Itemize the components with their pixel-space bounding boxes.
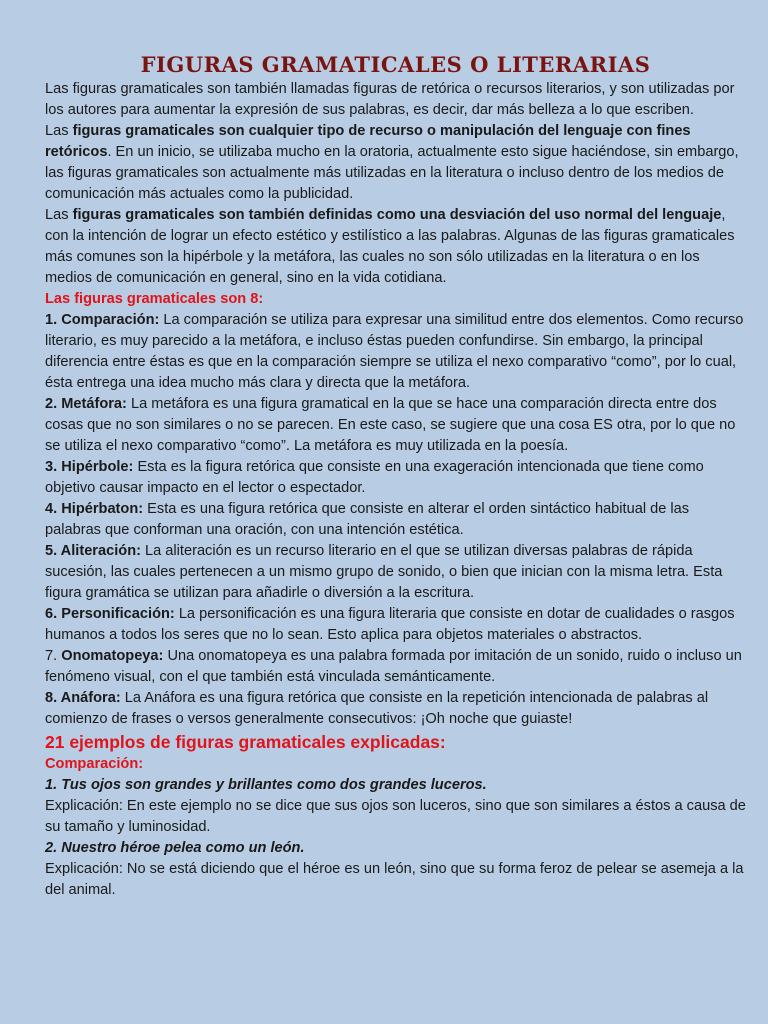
intro-bold: figuras gramaticales son también definidas como una desviación del uso normal del lenguaje: [72, 207, 722, 223]
figure-term: 6. Personificación:: [45, 606, 175, 622]
example-section-heading: Comparación:: [45, 756, 144, 772]
example-sentence: [45, 775, 746, 796]
figure-term: Onomatopeya:: [61, 648, 164, 664]
figure-item-hiperbole: [45, 457, 746, 499]
intro-text: , con la intención de lograr un efecto estético y estilístico a las palabras. Algunas de las figuras gramaticales más comunes son la hipérbole y la metáfora, las cuales no son sólo utilizadas en la literatura o en los medios de comunicación en general, sino en la vida cotidiana.: [45, 207, 735, 286]
figure-text: Una onomatopeya es una palabra formada por imitación de un sonido, ruido o incluso un fenómeno visual, con el que también está vinculada semánticamente.: [45, 648, 742, 685]
example-sentence-text: 2. Nuestro héroe pelea como un león.: [45, 840, 305, 856]
figure-term: 2. Metáfora:: [45, 396, 127, 412]
example-explanation: Explicación: No se está diciendo que el héroe es un león, sino que su forma feroz de pelear se asemeja a la del animal.: [45, 861, 744, 898]
intro-bold: figuras gramaticales son cualquier tipo de recurso o manipulación del lenguaje con fines retóricos: [45, 123, 691, 160]
figure-text: La metáfora es una figura gramatical en la que se hace una comparación directa entre dos cosas que no son similares o no se parecen. En este caso, se sugiere que una cosa ES otra, por lo que no se utiliza el nexo comparativo “como”. La metáfora es muy utilizada en la poesía.: [45, 396, 736, 454]
figure-term: 8. Anáfora:: [45, 690, 121, 706]
figure-text: La Anáfora es una figura retórica que consiste en la repetición intencionada de palabras al comienzo de frases o versos generalmente consecutivos: ¡Oh noche que guiaste!: [45, 690, 709, 727]
figure-item-onomatopeya: [45, 646, 746, 688]
figure-text: La aliteración es un recurso literario en el que se utilizan diversas palabras de rápida sucesión, las cuales pertenecen a un mismo grupo de sonido, o bien que inician con la misma letra. Esta figura gramática se utilizan para añadirle o diversión a la escritura.: [45, 543, 723, 601]
figure-item-metafora: [45, 394, 746, 457]
figure-term: 3. Hipérbole:: [45, 459, 134, 475]
figure-text: Esta es la figura retórica que consiste en una exageración intencionada que tiene como objetivo causar impacto en el lector o espectador.: [45, 459, 704, 496]
intro-pre: Las: [45, 207, 73, 223]
example-sentence-text: 1. Tus ojos son grandes y brillantes como dos grandes luceros.: [45, 777, 487, 793]
intro-paragraph-2: [45, 121, 746, 205]
figure-term: 4. Hipérbaton:: [45, 501, 144, 517]
figure-item-aliteracion: [45, 541, 746, 604]
figure-text: La comparación se utiliza para expresar una similitud entre dos elementos. Como recurso literario, es muy parecido a la metáfora, e incluso éstas pueden confundirse. Sin embargo, la principal diferencia entre éstas es que en la comparación siempre se utiliza el nexo comparativo “como”, por lo cual, ésta entrega una idea mucho más clara y directa que la metáfora.: [45, 312, 744, 391]
figure-item-comparacion: [45, 310, 746, 394]
figure-text: La personificación es una figura literaria que consiste en dotar de cualidades o rasgos humanos a todos los seres que no lo sean. Esto aplica para objetos materiales o abstractos.: [45, 606, 735, 643]
example-explanation: Explicación: En este ejemplo no se dice que sus ojos son luceros, sino que son similares a éstos a causa de su tamaño y luminosidad.: [45, 798, 746, 835]
figure-term: 1. Comparación:: [45, 312, 160, 328]
page-title: FIGURAS GRAMATICALES O LITERARIAS: [140, 52, 651, 77]
intro-pre: Las: [45, 123, 73, 139]
figure-term: 5. Aliteración:: [45, 543, 141, 559]
figure-item-anafora: [45, 688, 746, 730]
figure-pre: 7.: [45, 648, 62, 664]
figure-text: Esta es una figura retórica que consiste en alterar el orden sintáctico habitual de las palabras que conforman una oración, con una intención estética.: [45, 501, 690, 538]
examples-heading: 21 ejemplos de figuras gramaticales explicadas:: [45, 732, 446, 752]
example-sentence: [45, 838, 746, 859]
intro-text: . En un inicio, se utilizaba mucho en la oratoria, actualmente esto sigue haciéndose, sin embargo, las figuras gramaticales son actualmente más utilizadas en la literatura o incluso dentro de los medios de comunicación más actuales como la publicidad.: [45, 144, 739, 202]
intro-paragraph-1: [45, 79, 746, 121]
intro-paragraph-3: [45, 205, 746, 289]
intro-text: Las figuras gramaticales son también llamadas figuras de retórica o recursos literarios, y son utilizadas por los autores para aumentar la expresión de sus palabras, es decir, dar más belleza a lo que escriben.: [45, 81, 735, 118]
list-heading: Las figuras gramaticales son 8:: [45, 291, 264, 307]
figure-item-personificacion: [45, 604, 746, 646]
figure-item-hiperbaton: [45, 499, 746, 541]
